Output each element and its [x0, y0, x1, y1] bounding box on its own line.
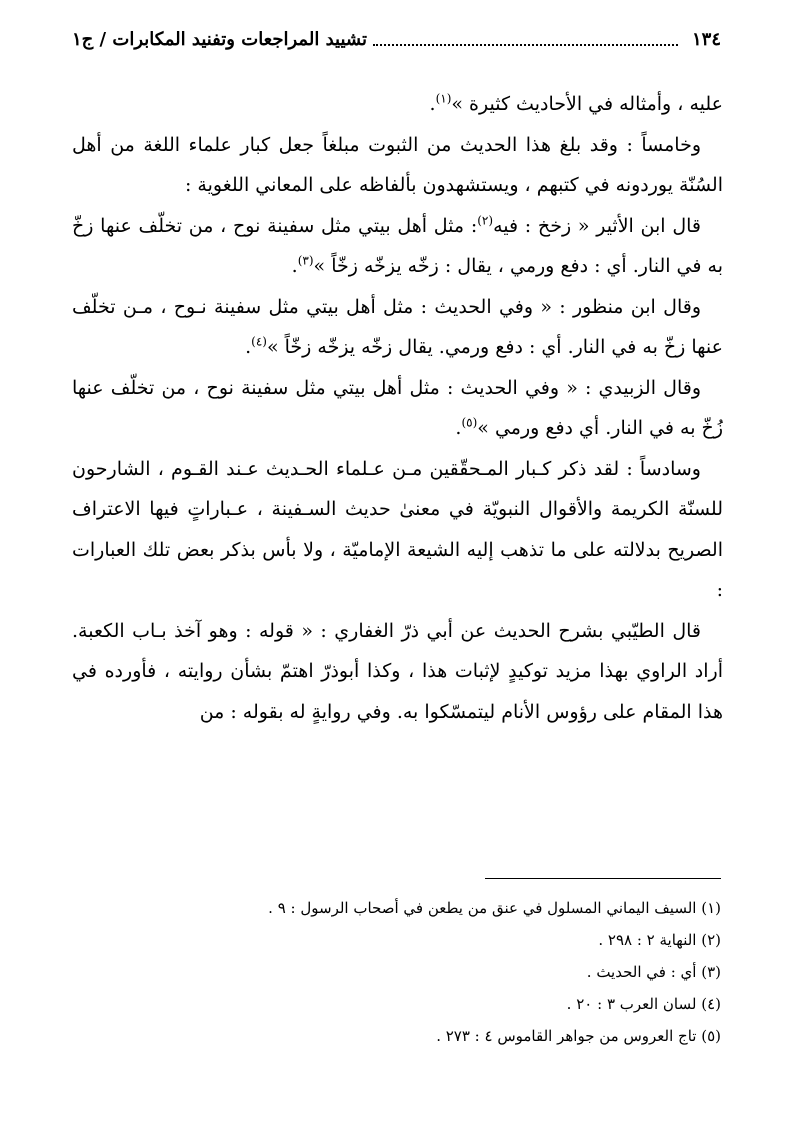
paragraph-5: وقال الزبيدي : « وفي الحديث : مثل أهل بيتي مثل سفينة نوح ، من تخلّف عنها زُخّ به في النار. أي دفع ورمي »$^{(٥)}$. — [72, 376, 723, 439]
footnote-2: (٢) النهاية ٢ : ٢٩٨ . — [598, 931, 721, 949]
footnote-ref: (٥) — [461, 415, 478, 430]
footnote-divider — [485, 878, 721, 879]
paragraph-4: وقال ابن منظور : « وفي الحديث : مثل أهل بيتي مثل سفينة نـوح ، مـن تخلّف عنها زخّ به في النار. أي : دفع ورمي. يقال زخّه يزخّه زخّاً »$^{(٤)}$. — [72, 295, 723, 358]
paragraph-2: وخامساً : وقد بلغ هذا الحديث من الثبوت مبلغاً جعل كبار علماء اللغة من أهل السُنّة يوردونه في كتبهم ، ويستشهدون بألفاظه على المعاني اللغوية : — [72, 133, 723, 196]
running-header — [72, 22, 721, 56]
paragraph-6: وسادساً : لقد ذكر كـبار المـحقّقين مـن عـلماء الحـديث عـند القـوم ، الشارحون للسنّة الكريمة والأقوال النبويّة في معنىٰ حديث السـفينة ، عـباراتٍ فيها الاعتراف الصريح بدلالته على ما تذهب إليه الشيعة الإماميّة ، ولا بأس بذكر بعض تلك العبارات : — [72, 457, 723, 601]
footnote-3: (٣) أي : في الحديث . — [586, 963, 721, 981]
footnote-ref: (٣) — [297, 253, 314, 268]
footnote-5: (٥) تاج العروس من جواهر القاموس ٤ : ٢٧٣ . — [436, 1027, 721, 1045]
footnote-1: (١) السيف اليماني المسلول في عنق من يطعن في أصحاب الرسول : ٩ . — [268, 899, 721, 917]
header-title: تشييد المراجعات وتفنيد المكابرات / ج١ — [72, 28, 367, 50]
paragraph-7: قال الطيّبي بشرح الحديث عن أبي ذرّ الغفاري : « قوله : وهو آخذ بـاب الكعبة. أراد الراوي بهذا مزيد توكيدٍ لإثبات هذا ، وكذا أبوذرّ اهتمّ بشأن روايته ، فأورده في هذا المقام على رؤوس الأنام ليتمسّكوا به. وفي روايةٍ له بقوله : من — [72, 619, 723, 723]
footnote-ref: (٤) — [251, 334, 267, 349]
paragraph-3: قال ابن الأثير « زخخ : فيه$^{(٢)}$: مثل أهل بيتي مثل سفينة نوح ، من تخلّف عنها زخّ به في النار. أي : دفع ورمي ، يقال : زخّه يزخّه زخّاً »$^{(٣)}$. — [72, 213, 723, 277]
header-dotted-leader — [373, 32, 678, 46]
body-text — [72, 84, 723, 732]
paragraph-1: عليه ، وأمثاله في الأحاديث كثيرة »$^{(١)}$. — [429, 91, 723, 115]
footnotes — [72, 892, 721, 1052]
footnote-ref: (١) — [435, 91, 452, 106]
footnote-4: (٤) لسان العرب ٣ : ٢٠ . — [566, 995, 721, 1013]
footnote-ref: (٢) — [477, 213, 494, 228]
page-number: ١٣٤ — [691, 28, 721, 50]
